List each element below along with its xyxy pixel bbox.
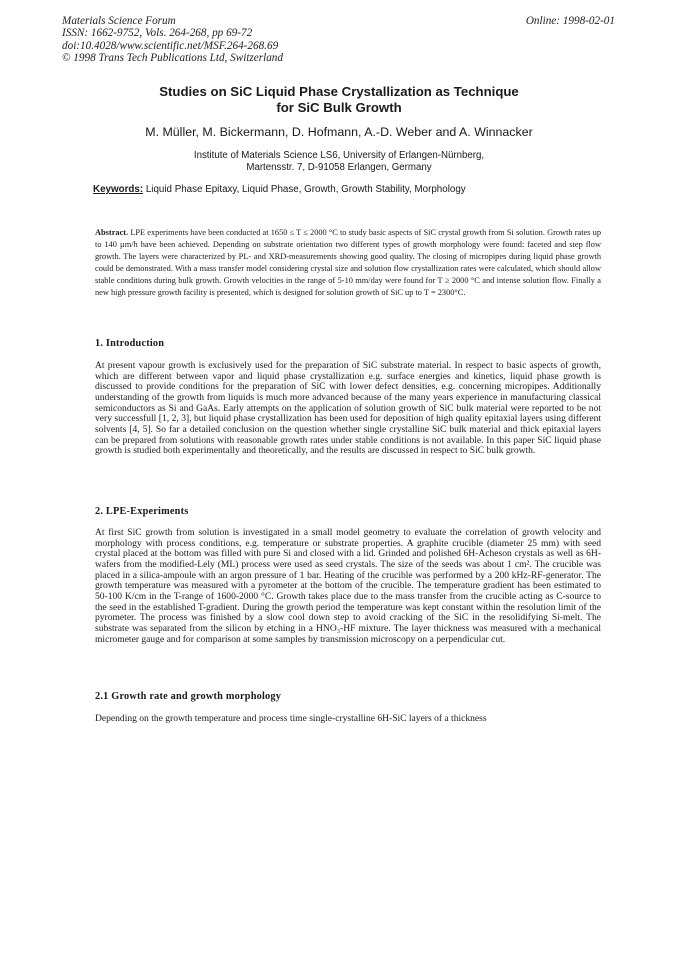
copyright-line: © 1998 Trans Tech Publications Ltd, Switzerland xyxy=(62,51,283,64)
lpe-paragraph: At first SiC growth from solution is investigated in a small model geometry to evaluate the correlation of growth velocity and morphology with process conditions, e.g. temperature or substrate properties. A graphite crucible (diameter 25 mm) with seed crystal placed at the bottom was filled with pure Si and closed with a lid. Grinded and polished 6H-Acheson crystals as well as 6H-wafers from the modified-Lely (ML) process were used as seed crystals. The size of the seeds was about 1 cm². The crucible was placed in a silica-ampoule with an argon pressure of 1 bar. Heating of the crucible was performed by a 200 kHz-RF-generator. The growth temperature was measured with a pyrometer at the bottom of the crucible. The temperature gradient has been estimated to 50-100 K/cm in the T-range of 1600-2000 °C. Growth takes place due to the mass transfer from the crucible acting as C-source to the seed in the established T-gradient. During the growth period the temperature was kept constant within the resolution limit of the pyrometer. The process was finished by a slow cool down step to avoid cracking of the SiC in the resolidifying Si-melt. The substrate was separated from the silicon by etching in a HNO₃-HF mixture. The layer thickness was measured with a mechanical micrometer gauge and for comparison at some samples by transmission microscopy on a perpendicular cut. xyxy=(95,527,601,645)
abstract-label: Abstract. xyxy=(95,228,129,237)
section-body-introduction xyxy=(95,361,601,457)
title-line-1: Studies on SiC Liquid Phase Crystallization as Technique xyxy=(159,84,519,99)
growth-paragraph: Depending on the growth temperature and process time single-crystalline 6H-SiC layers of a thickness xyxy=(95,713,487,724)
affiliation xyxy=(0,150,678,175)
journal-name: Materials Science Forum xyxy=(62,15,176,27)
journal-header xyxy=(62,15,283,64)
abstract-text: LPE experiments have been conducted at 1650 ≤ T ≤ 2000 °C to study basic aspects of SiC crystal growth from Si solution. Growth rates up to 140 µm/h have been achieved. Depending on substrate orientation two different types of growth morphology were found: faceted and step flow growth. The layers were characterized by PL- and XRD-measurements showing good quality. The closing of micropipes during liquid phase growth could be demonstrated. With a mass transfer model considering crystal size and solution flow crystallization rates were calculated, which should allow stable conditions during bulk growth. Growth velocities in the range of 5-10 mm/day were found for T ≥ 2000 °C and intense solution flow. Finally a new high pressure growth facility is presented, which is designed for solution growth of SiC up to T = 2300°C. xyxy=(95,228,601,297)
introduction-paragraph: At present vapour growth is exclusively used for the preparation of SiC substrate material. In respect to basic aspects of growth, which are different between vapor and liquid phase crystallization e.g. surface energies and kinetics, liquid phase growth is discussed to provide conditions for the preparation of SiC with lower defect densities, e.g. concerning micropipes. Additionally understanding of the growth from liquids is much more advanced because of the many years experience in manufacturing classical semiconductors as Si and GaAs. Early attempts on the application of solution growth of SiC bulk material were reported to be not very successfull [1, 2, 3], but liquid phase crystallization has been used for deposition of high quality epitaxial layers using different solvents [4, 5]. So far a detailed conclusion on the question whether single crystalline SiC bulk material and thick epitaxial layers can be prepared from solutions with reasonable growth rates under stable conditions is not available. In this paper SiC liquid phase growth is studied both experimentally and theoretically, and the results are discussed in respect to SiC bulk growth. xyxy=(95,360,601,457)
doi-line[interactable]: doi:10.4028/www.scientific.net/MSF.264-268.69 xyxy=(62,39,279,52)
issn-line: ISSN: 1662-9752, Vols. 264-268, pp 69-72 xyxy=(62,27,253,40)
section-heading-lpe-experiments: 2. LPE-Experiments xyxy=(95,506,189,517)
title-line-2: for SiC Bulk Growth xyxy=(276,99,402,115)
section-body-lpe-experiments xyxy=(95,528,601,645)
section-body-growth-rate xyxy=(95,714,601,725)
keywords xyxy=(93,184,466,196)
abstract xyxy=(95,227,601,298)
affiliation-line-1: Institute of Materials Science LS6, University of Erlangen-Nürnberg, xyxy=(193,150,485,161)
affiliation-line-2: Martensstr. 7, D-91058 Erlangen, Germany xyxy=(246,162,432,174)
author-list: M. Müller, M. Bickermann, D. Hofmann, A.-D. Weber and A. Winnacker xyxy=(145,125,533,139)
paper-title xyxy=(0,84,678,115)
online-date: Online: 1998-02-01 xyxy=(525,15,615,27)
section-heading-introduction: 1. Introduction xyxy=(95,338,165,349)
keywords-list: Liquid Phase Epitaxy, Liquid Phase, Growth, Growth Stability, Morphology xyxy=(145,184,466,195)
keywords-label: Keywords: xyxy=(93,184,144,195)
section-heading-growth-rate: 2.1 Growth rate and growth morphology xyxy=(95,691,282,702)
